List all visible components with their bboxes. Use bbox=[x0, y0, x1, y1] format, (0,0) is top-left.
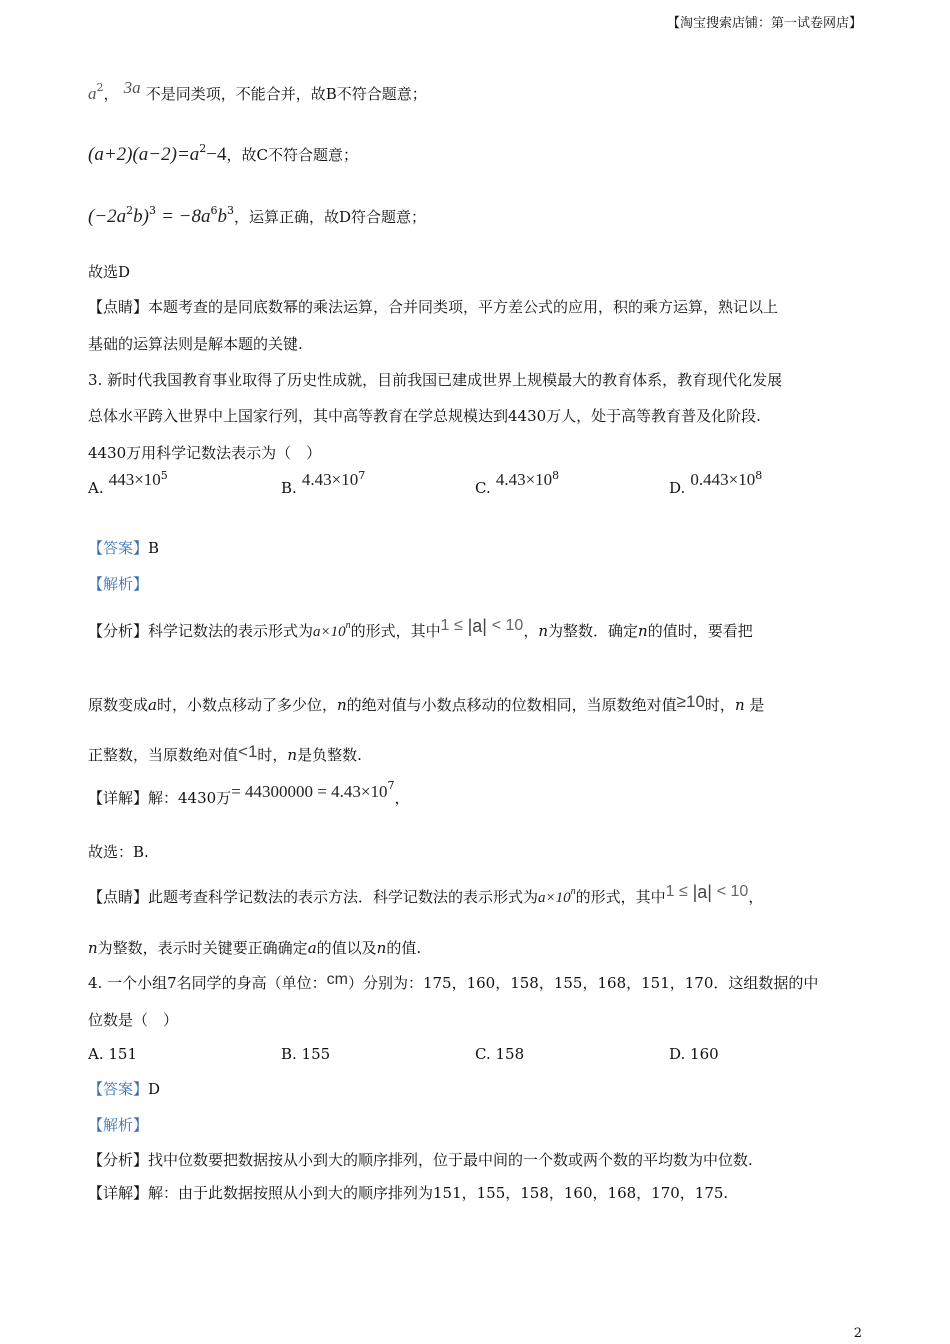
q3-note-line1: 【点睛】此题考查科学记数法的表示方法．科学记数法的表示形式为$a\times 10^n$的形式，其中1 ≤ |a| < 10， bbox=[88, 882, 764, 906]
q4-detail: 【详解】解：由于此数据按照从小到大的顺序排列为151，155，158，160，168，170，175. bbox=[88, 1184, 729, 1202]
line-b: $a^2$， 3a 不是同类项，不能合并，故B不符合题意； bbox=[88, 78, 427, 103]
q3-stem-line2: 总体水平跨入世界中上国家行列，其中高等教育在学总规模达到4430万人，处于高等教育普及化阶段. bbox=[88, 407, 761, 425]
q3-detail: 【详解】解：4430万= $44300000 = 4.43\times 10^7$， bbox=[88, 779, 410, 807]
q3-analysis-tag: 【解析】 bbox=[88, 575, 149, 593]
prev-note-line1: 【点睛】本题考查的是同底数幂的乘法运算，合并同类项，平方差公式的应用，积的乘方运算，熟记以上 bbox=[88, 298, 779, 316]
q3-option-b: B. $4.43\times 10^7$ bbox=[281, 469, 366, 497]
q3-option-a: A. $443\times 10^5$ bbox=[88, 469, 168, 497]
q3-choose: 故选：B. bbox=[88, 843, 149, 861]
q3-note-line2: n为整数，表示时关键要正确确定a的值以及n的值. bbox=[88, 939, 422, 957]
prev-choose: 故选D bbox=[88, 263, 131, 281]
q3-option-d: D. $0.443\times 10^8$ bbox=[669, 469, 763, 497]
q4-option-c: C. 158 bbox=[475, 1045, 525, 1063]
math-a: a bbox=[88, 84, 97, 103]
q4-stem-line2: 位数是（ ） bbox=[88, 1011, 179, 1029]
q3-fenxi-line2: 原数变成a时，小数点移动了多少位，n的绝对值与小数点移动的位数相同，当原数绝对值≥10时，n 是 bbox=[88, 692, 765, 714]
store-header: 【淘宝搜索店铺：第一试卷网店】 bbox=[666, 16, 862, 31]
q3-fenxi-line3: 正整数，当原数绝对值<1时，n是负整数. bbox=[88, 742, 362, 764]
line-c: $(a+2)(a-2)=a^2-4$，故C不符合题意； bbox=[88, 142, 358, 165]
q3-stem-line3: 4430万用科学记数法表示为（ ） bbox=[88, 444, 322, 462]
q4-option-d: D. 160 bbox=[669, 1045, 719, 1063]
q3-option-c: C. $4.43\times 10^8$ bbox=[475, 469, 560, 497]
q3-fenxi-line1: 【分析】科学记数法的表示形式为$a\times 10^n$的形式，其中1 ≤ |a| < 10，n为整数．确定n的值时，要看把 bbox=[88, 616, 753, 640]
q4-option-b: B. 155 bbox=[281, 1045, 331, 1063]
q4-fenxi: 【分析】找中位数要把数据按从小到大的顺序排列，位于最中间的一个数或两个数的平均数为中位数. bbox=[88, 1151, 753, 1169]
q4-stem-line1: 4. 一个小组7名同学的身高（单位：cm）分别为：175，160，158，155，168，151，170．这组数据的中 bbox=[88, 971, 819, 992]
q4-analysis-tag: 【解析】 bbox=[88, 1116, 149, 1134]
page-number: 2 bbox=[853, 1326, 862, 1341]
prev-note-line2: 基础的运算法则是解本题的关键. bbox=[88, 335, 303, 353]
q3-stem-line1: 3. 新时代我国教育事业取得了历史性成就，目前我国已建成世界上规模最大的教育体系，教育现代化发展 bbox=[88, 371, 783, 389]
q4-option-a: A. 151 bbox=[88, 1045, 137, 1063]
q4-answer: 【答案】D bbox=[88, 1080, 161, 1098]
line-d: $(-2a^2b)^3 = -8a^6b^3$，运算正确，故D符合题意； bbox=[88, 204, 427, 227]
q3-answer: 【答案】B bbox=[88, 539, 160, 557]
